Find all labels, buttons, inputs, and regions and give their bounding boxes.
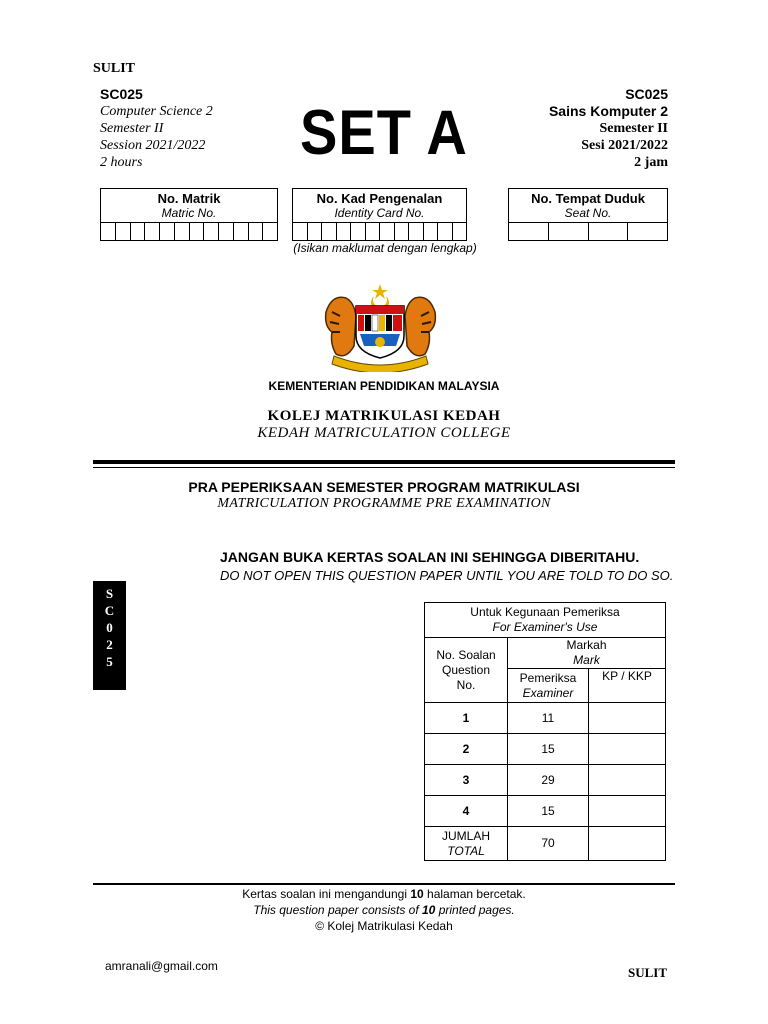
kp-column-header: KP / KKP — [589, 669, 666, 703]
examiner-title-english: For Examiner's Use — [492, 620, 598, 634]
kp-cell[interactable] — [589, 765, 666, 796]
copyright: © Kolej Matrikulasi Kedah — [315, 919, 453, 933]
side-tab-char: 0 — [106, 620, 113, 635]
duration: 2 hours — [100, 155, 143, 170]
exam-title-english: MATRICULATION PROGRAMME PRE EXAMINATION — [217, 496, 551, 511]
total-kp-cell[interactable] — [589, 827, 666, 861]
ic-no-cells[interactable] — [293, 222, 466, 240]
kp-cell[interactable] — [589, 796, 666, 827]
seat-no-cells[interactable] — [509, 222, 667, 240]
footer-divider — [93, 883, 675, 885]
email-watermark: amranali@gmail.com — [105, 959, 218, 973]
examiner-column-header: Pemeriksa Examiner — [508, 669, 589, 703]
subject-code: SC025 — [100, 86, 143, 102]
examiner-table-title — [425, 603, 666, 638]
warning-malay: JANGAN BUKA KERTAS SOALAN INI SEHINGGA DIBERITAHU. — [220, 549, 640, 565]
session-ms: Sesi 2021/2022 — [581, 138, 668, 153]
ic-no-box — [292, 188, 467, 241]
side-tab-char: 2 — [106, 637, 113, 652]
sulit-bottom-label: SULIT — [628, 965, 668, 980]
mark-column-header: Markah Mark — [508, 638, 666, 669]
mark-cell: 29 — [508, 765, 589, 796]
subject-info-english — [100, 86, 213, 171]
college-name-english: KEDAH MATRICULATION COLLEGE — [257, 425, 511, 441]
duration-ms: 2 jam — [634, 155, 668, 170]
total-row — [425, 827, 666, 861]
question-number: 2 — [425, 734, 508, 765]
examiner-title-malay: Untuk Kegunaan Pemeriksa — [470, 605, 620, 619]
semester: Semester II — [100, 121, 164, 136]
kp-cell[interactable] — [589, 703, 666, 734]
seat-no-sublabel: Seat No. — [564, 206, 612, 220]
semester-ms: Semester II — [599, 121, 668, 136]
seat-no-label: No. Tempat Duduk — [531, 191, 645, 206]
subject-name: Computer Science 2 — [100, 104, 213, 119]
divider-thin — [93, 467, 675, 468]
table-row — [425, 796, 666, 827]
set-label: SET A — [300, 97, 468, 168]
side-tab-char: S — [105, 586, 114, 601]
mark-cell: 11 — [508, 703, 589, 734]
table-row — [425, 765, 666, 796]
seat-no-box — [508, 188, 668, 241]
subject-code-ms: SC025 — [625, 86, 668, 102]
total-mark: 70 — [508, 827, 589, 861]
footer-text — [0, 886, 768, 934]
mark-cell: 15 — [508, 734, 589, 765]
table-row — [425, 703, 666, 734]
exam-title-malay: PRA PEPERIKSAAN SEMESTER PROGRAM MATRIKULASI — [188, 479, 580, 495]
table-row — [425, 734, 666, 765]
side-tab-char: 5 — [106, 654, 113, 669]
coat-of-arms-logo — [318, 282, 443, 372]
session: Session 2021/2022 — [100, 138, 206, 153]
question-number: 3 — [425, 765, 508, 796]
matric-no-box — [100, 188, 278, 241]
total-label: JUMLAH TOTAL — [425, 827, 508, 861]
page-count-english: This question paper consists of 10 printed pages. — [253, 903, 515, 917]
divider-thick — [93, 460, 675, 464]
page-count-malay: Kertas soalan ini mengandungi 10 halaman bercetak. — [242, 887, 526, 901]
matric-no-label: No. Matrik — [157, 191, 221, 206]
question-column-header: No. Soalan Question No. — [425, 638, 508, 703]
question-number: 1 — [425, 703, 508, 734]
subject-code-side-tab — [93, 581, 126, 690]
ministry-name: KEMENTERIAN PENDIDIKAN MALAYSIA — [268, 379, 500, 393]
question-number: 4 — [425, 796, 508, 827]
ic-no-label: No. Kad Pengenalan — [316, 191, 443, 206]
college-name-malay: KOLEJ MATRIKULASI KEDAH — [267, 408, 501, 424]
subject-name-ms: Sains Komputer 2 — [548, 103, 668, 119]
matric-no-sublabel: Matric No. — [161, 206, 217, 220]
mark-cell: 15 — [508, 796, 589, 827]
matric-no-cells[interactable] — [101, 222, 277, 240]
subject-info-malay — [549, 86, 668, 171]
side-tab-char: C — [104, 603, 115, 618]
ic-no-sublabel: Identity Card No. — [334, 206, 425, 220]
warning-english: DO NOT OPEN THIS QUESTION PAPER UNTIL YOU ARE TOLD TO DO SO. — [220, 568, 674, 583]
fill-instruction: (Isikan maklumat dengan lengkap) — [293, 241, 477, 255]
sulit-top-label: SULIT — [93, 61, 136, 76]
kp-cell[interactable] — [589, 734, 666, 765]
examiner-table — [424, 602, 666, 861]
